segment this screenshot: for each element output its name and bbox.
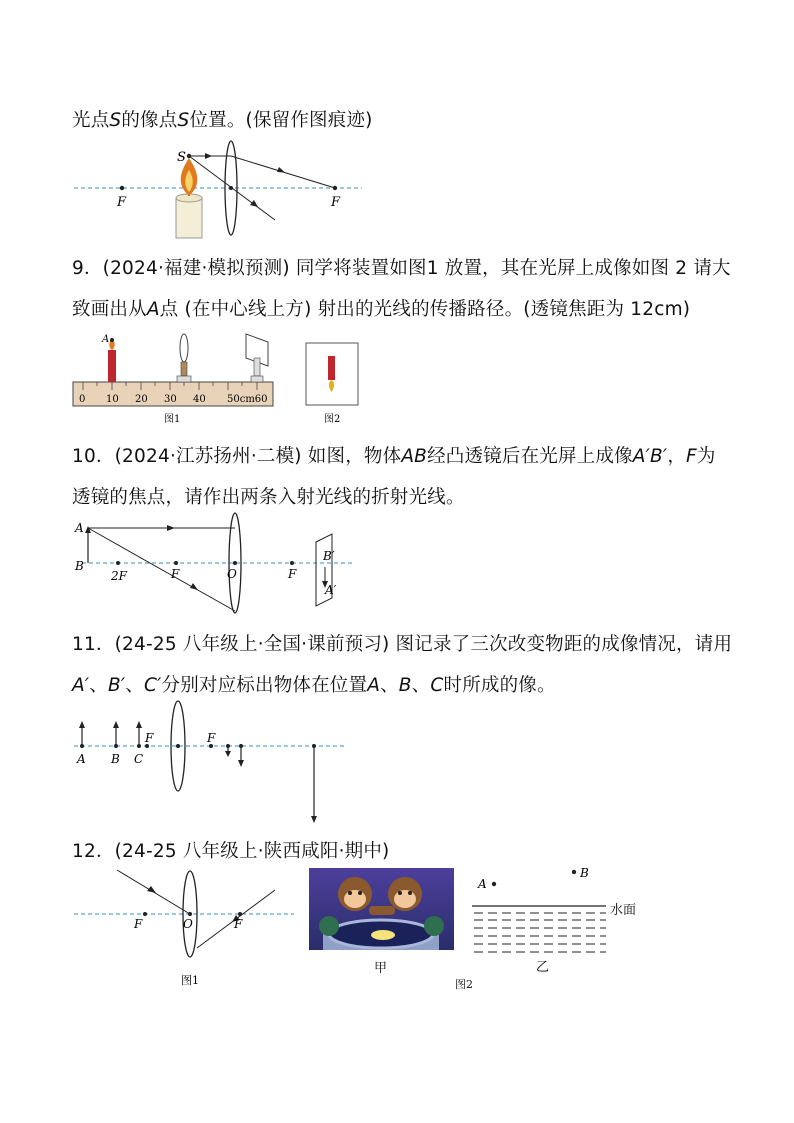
fig1-caption: 图1: [164, 414, 181, 425]
q9-figure-1: [70, 328, 282, 428]
label-B-prime: B′: [323, 549, 335, 563]
fig2-caption: 图2: [455, 978, 473, 991]
label-A-prime: A′: [325, 583, 337, 597]
svg-text:50cm60: 50cm60: [227, 394, 268, 405]
q10-line1: 10．(2024·江苏扬州·二模) 如图，物体AB经凸透镜后在光屏上成像A′B′，F为: [72, 446, 716, 467]
label-A: A: [75, 521, 84, 535]
candle: [108, 350, 116, 382]
q9-line1: 9．(2024·福建·模拟预测) 同学将装置如图1 放置，其在光屏上成像如图 2 请大: [72, 258, 731, 279]
label-A: A: [77, 752, 86, 766]
label-F2: F: [288, 567, 297, 581]
label-A: A: [478, 877, 487, 891]
label-2F: 2F: [111, 569, 127, 583]
candle-body: [176, 198, 202, 238]
q10-figure: [70, 512, 360, 616]
q11-line1: 11．(24-25 八年级上·全国·课前预习) 图记录了三次改变物距的成像情况，请用: [72, 634, 733, 655]
q10-line2: 透镜的焦点，请作出两条入射光线的折射光线。: [72, 487, 465, 508]
q12-illustration-monkeys-well: [309, 868, 454, 950]
q12-figure-1: [70, 864, 300, 990]
label-A: A: [102, 334, 110, 345]
label-O: O: [227, 567, 237, 581]
svg-text:0: 0: [79, 394, 86, 405]
q9-figure-2: [305, 342, 361, 428]
label-B: B: [111, 752, 120, 766]
label-yi: 乙: [536, 960, 550, 974]
label-F-left: F: [145, 731, 154, 745]
label-F-right: F: [234, 917, 243, 931]
svg-text:10: 10: [106, 394, 119, 405]
lens: [180, 334, 188, 362]
label-B: B: [75, 559, 84, 573]
label-B: B: [580, 866, 589, 880]
fig2-caption: 图2: [324, 414, 341, 425]
q12-line1: 12．(24-25 八年级上·陕西咸阳·期中): [72, 841, 390, 862]
svg-text:20: 20: [135, 394, 148, 405]
q11-line2: A′、B′、C′分别对应标出物体在位置A、B、C时所成的像。: [72, 675, 556, 696]
q9-line2: 致画出从A点 (在中心线上方) 射出的光线的传播路径。(透镜焦距为 12cm): [72, 299, 691, 320]
label-jia: 甲: [374, 961, 388, 976]
svg-text:40: 40: [193, 394, 206, 405]
svg-text:30: 30: [164, 394, 177, 405]
q12-figure-water-surface: [470, 864, 650, 974]
label-F-right: F: [207, 731, 216, 745]
label-water-surface: 水面: [610, 903, 637, 918]
inverted-candle-image: [328, 356, 335, 380]
q8-text: 光点S的像点S位置。(保留作图痕迹): [72, 110, 373, 131]
q8-figure: [70, 140, 370, 240]
q11-figure: [70, 700, 350, 828]
label-C: C: [134, 752, 144, 766]
label-F-left: F: [134, 917, 143, 931]
label-O: O: [183, 917, 193, 931]
label-F1: F: [171, 567, 180, 581]
label-S: S: [177, 150, 186, 165]
fig1-caption: 图1: [181, 974, 199, 987]
label-F-right: F: [331, 195, 341, 210]
label-F-left: F: [117, 195, 127, 210]
